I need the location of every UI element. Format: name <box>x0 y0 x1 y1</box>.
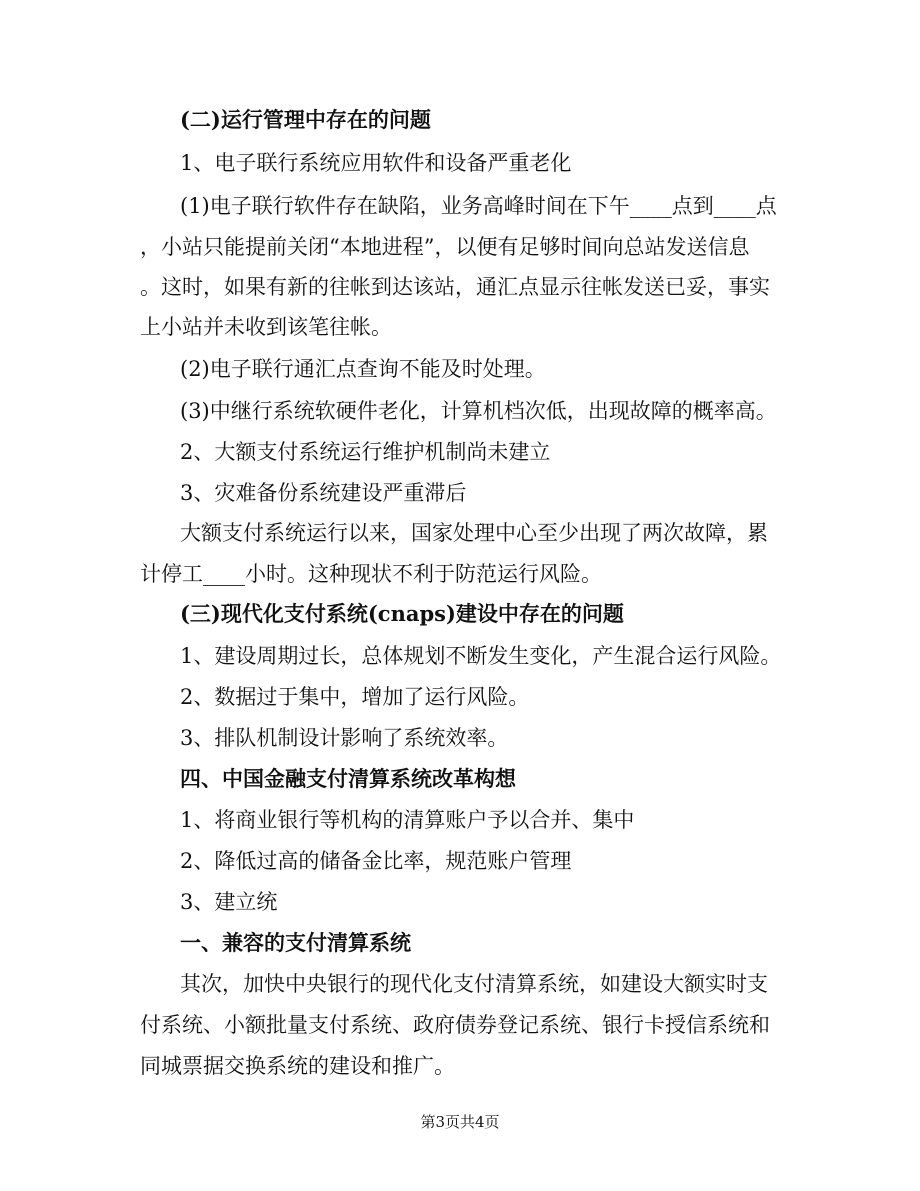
section-heading: (三)现代化支付系统(cnaps)建设中存在的问题 <box>180 601 624 626</box>
list-item: 2、降低过高的储备金比率，规范账户管理 <box>180 849 572 873</box>
paragraph-line: 其次，加快中央银行的现代化支付清算系统，如建设大额实时支 <box>180 972 768 996</box>
paragraph-line: 同城票据交换系统的建设和推广。 <box>140 1054 455 1078</box>
list-item: 2、大额支付系统运行维护机制尚未建立 <box>180 440 551 464</box>
paragraph-line: (2)电子联行通汇点查询不能及时处理。 <box>180 357 546 381</box>
list-item: 1、将商业银行等机构的清算账户予以合并、集中 <box>180 808 635 832</box>
section-heading: (二)运行管理中存在的问题 <box>180 107 431 132</box>
list-item: 1、建设周期过长，总体规划不断发生变化，产生混合运行风险。 <box>180 644 782 668</box>
paragraph-line: 计停工____小时。这种现状不利于防范运行风险。 <box>140 562 602 586</box>
paragraph-line: 。这时，如果有新的往帐到达该站，通汇点显示往帐发送已妥，事实 <box>140 275 770 299</box>
paragraph-line: (1)电子联行软件存在缺陷，业务高峰时间在下午____点到____点 <box>180 194 777 218</box>
list-item: 2、数据过于集中，增加了运行风险。 <box>180 685 530 709</box>
section-heading: 一、兼容的支付清算系统 <box>180 930 411 955</box>
section-heading: 四、中国金融支付清算系统改革构想 <box>180 766 516 791</box>
paragraph-line: 大额支付系统运行以来，国家处理中心至少出现了两次故障，累 <box>180 521 768 545</box>
page-number: 第3页共4页 <box>420 1113 500 1131</box>
paragraph-line: 付系统、小额批量支付系统、政府债券登记系统、银行卡授信系统和 <box>140 1013 770 1037</box>
list-item: 3、灾难备份系统建设严重滞后 <box>180 481 467 505</box>
list-item: 3、排队机制设计影响了系统效率。 <box>180 726 509 750</box>
paragraph-line: (3)中继行系统软硬件老化，计算机档次低，出现故障的概率高。 <box>180 399 777 423</box>
paragraph-line: 上小站并未收到该笔往帐。 <box>140 315 392 339</box>
list-item: 1、电子联行系统应用软件和设备严重老化 <box>180 151 572 175</box>
list-item: 3、建立统 <box>180 890 278 914</box>
paragraph-line: ，小站只能提前关闭“本地进程”，以便有足够时间向总站发送信息 <box>140 235 750 259</box>
